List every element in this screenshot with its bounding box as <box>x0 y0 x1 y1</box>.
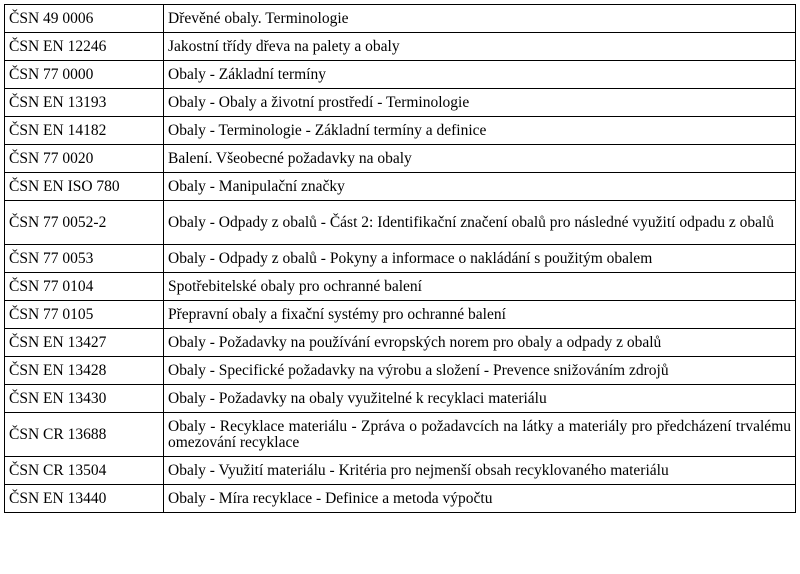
standard-title: Jakostní třídy dřeva na palety a obaly <box>164 33 796 61</box>
standard-code: ČSN 49 0006 <box>5 5 164 33</box>
standards-table <box>4 4 796 513</box>
table-row <box>5 413 796 457</box>
standard-title: Obaly - Míra recyklace - Definice a metoda výpočtu <box>164 485 796 513</box>
table-row <box>5 273 796 301</box>
standard-code: ČSN 77 0105 <box>5 301 164 329</box>
standard-title: Obaly - Terminologie - Základní termíny a definice <box>164 117 796 145</box>
standard-code: ČSN 77 0000 <box>5 61 164 89</box>
table-row <box>5 245 796 273</box>
standard-code: ČSN 77 0020 <box>5 145 164 173</box>
standard-code: ČSN EN 14182 <box>5 117 164 145</box>
table-row <box>5 301 796 329</box>
table-row <box>5 457 796 485</box>
table-row <box>5 61 796 89</box>
standard-title: Obaly - Požadavky na používání evropských norem pro obaly a odpady z obalů <box>164 329 796 357</box>
standard-code: ČSN EN 13428 <box>5 357 164 385</box>
table-row <box>5 201 796 245</box>
table-row <box>5 117 796 145</box>
table-row <box>5 329 796 357</box>
standard-code: ČSN EN 13440 <box>5 485 164 513</box>
standard-code: ČSN EN 12246 <box>5 33 164 61</box>
standard-code: ČSN CR 13688 <box>5 413 164 457</box>
standard-title: Dřevěné obaly. Terminologie <box>164 5 796 33</box>
standard-code: ČSN CR 13504 <box>5 457 164 485</box>
standard-code: ČSN EN 13430 <box>5 385 164 413</box>
table-row <box>5 385 796 413</box>
standard-title: Obaly - Manipulační značky <box>164 173 796 201</box>
table-row <box>5 145 796 173</box>
standard-code: ČSN 77 0052-2 <box>5 201 164 245</box>
standard-title: Obaly - Recyklace materiálu - Zpráva o požadavcích na látky a materiály pro předcházení trvalému omezování recyklace <box>164 413 796 457</box>
standard-title: Spotřebitelské obaly pro ochranné balení <box>164 273 796 301</box>
standard-code: ČSN EN ISO 780 <box>5 173 164 201</box>
standard-title: Obaly - Odpady z obalů - Pokyny a informace o nakládání s použitým obalem <box>164 245 796 273</box>
standard-title: Balení. Všeobecné požadavky na obaly <box>164 145 796 173</box>
standard-code: ČSN EN 13427 <box>5 329 164 357</box>
standard-code: ČSN 77 0053 <box>5 245 164 273</box>
standard-title: Obaly - Požadavky na obaly využitelné k recyklaci materiálu <box>164 385 796 413</box>
table-row <box>5 357 796 385</box>
table-row <box>5 173 796 201</box>
standard-title: Obaly - Specifické požadavky na výrobu a složení - Prevence snižováním zdrojů <box>164 357 796 385</box>
standard-code: ČSN 77 0104 <box>5 273 164 301</box>
standard-code: ČSN EN 13193 <box>5 89 164 117</box>
table-row <box>5 33 796 61</box>
standard-title: Obaly - Odpady z obalů - Část 2: Identifikační značení obalů pro následné využití odpadu z obalů <box>164 201 796 245</box>
table-row <box>5 5 796 33</box>
standard-title: Přepravní obaly a fixační systémy pro ochranné balení <box>164 301 796 329</box>
standard-title: Obaly - Využití materiálu - Kritéria pro nejmenší obsah recyklovaného materiálu <box>164 457 796 485</box>
table-row <box>5 485 796 513</box>
standard-title: Obaly - Obaly a životní prostředí - Terminologie <box>164 89 796 117</box>
standard-title: Obaly - Základní termíny <box>164 61 796 89</box>
table-row <box>5 89 796 117</box>
